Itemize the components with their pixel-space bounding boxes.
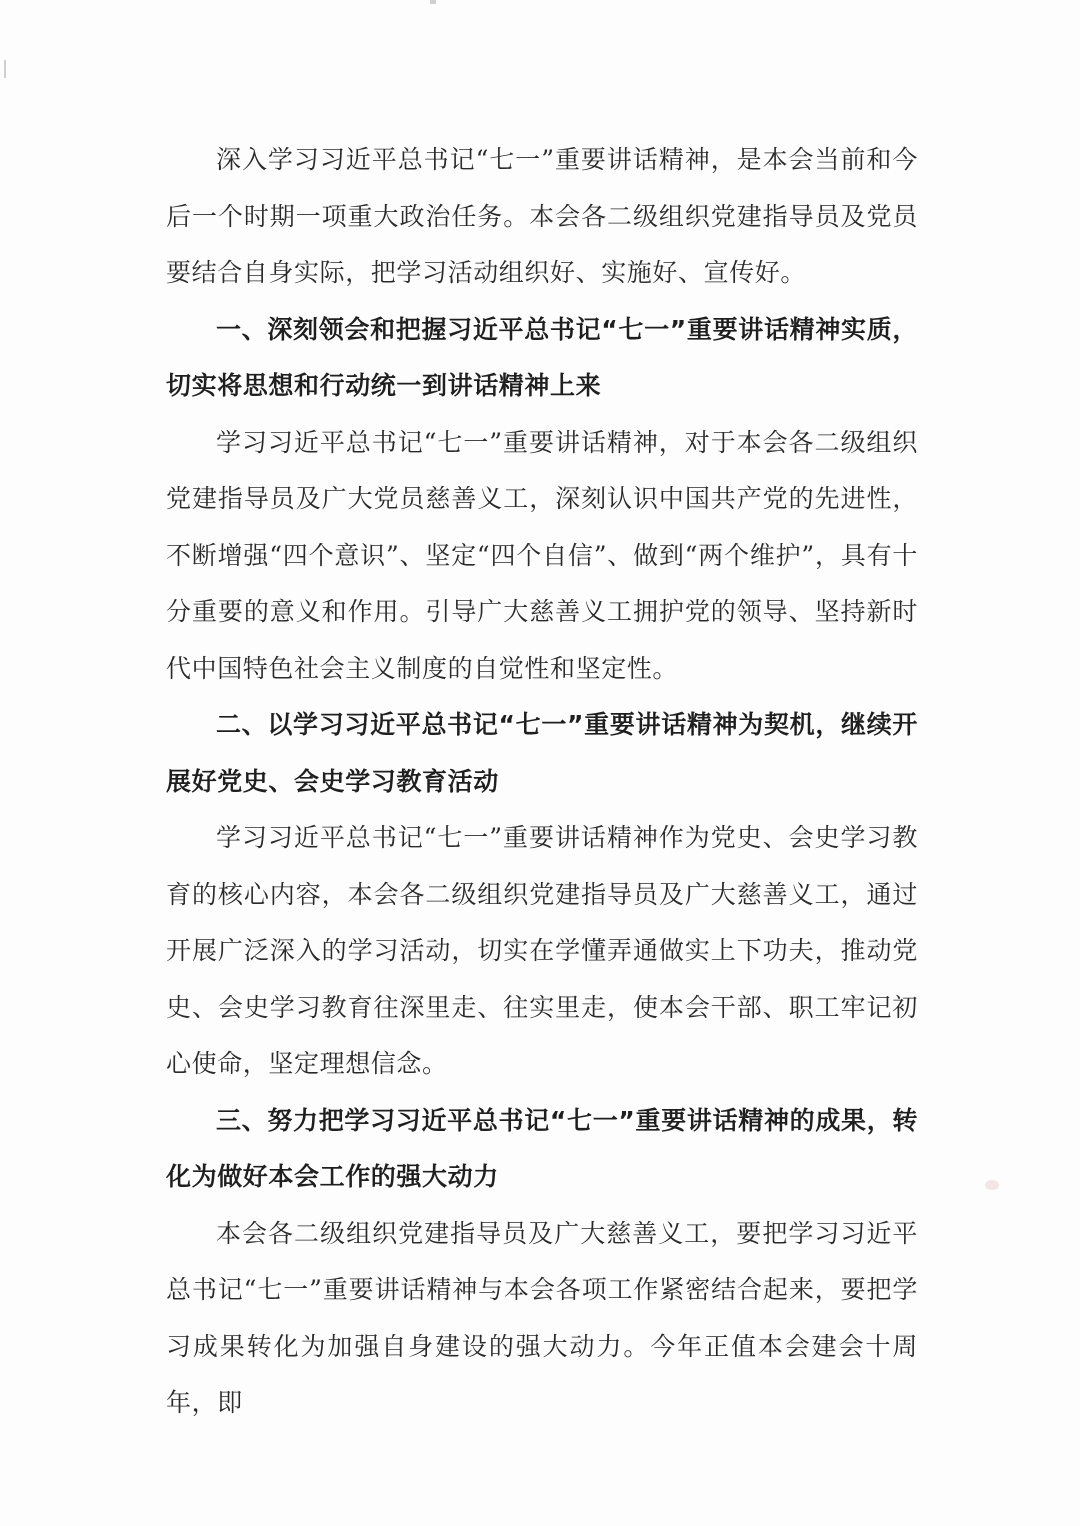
section-heading-1: 一、深刻领会和把握习近平总书记“七一”重要讲话精神实质，切实将思想和行动统一到讲话精神上来	[166, 314, 918, 400]
document-body	[166, 132, 918, 1432]
page-smudge	[985, 1180, 999, 1190]
paragraph-section-1: 学习习近平总书记“七一”重要讲话精神，对于本会各二级组织党建指导员及广大党员慈善义工，深刻认识中国共产党的先进性，不断增强“四个意识”、坚定“四个自信”、做到“两个维护”，具有十分重要的意义和作用。引导广大慈善义工拥护党的领导、坚持新时代中国特色社会主义制度的自觉性和坚定性。	[166, 427, 918, 683]
section-heading-3: 三、努力把学习习近平总书记“七一”重要讲话精神的成果，转化为做好本会工作的强大动力	[166, 1105, 918, 1191]
paragraph-intro: 深入学习习近平总书记“七一”重要讲话精神，是本会当前和今后一个时期一项重大政治任务。本会各二级组织党建指导员及党员要结合自身实际，把学习活动组织好、实施好、宣传好。	[166, 145, 918, 287]
section-heading-2: 二、以学习习近平总书记“七一”重要讲话精神为契机，继续开展好党史、会史学习教育活动	[166, 710, 918, 796]
paragraph-section-2: 学习习近平总书记“七一”重要讲话精神作为党史、会史学习教育的核心内容，本会各二级组织党建指导员及广大慈善义工，通过开展广泛深入的学习活动，切实在学懂弄通做实上下功夫，推动党史、会史学习教育往深里走、往实里走，使本会干部、职工牢记初心使命，坚定理想信念。	[166, 823, 918, 1078]
paragraph-section-3: 本会各二级组织党建指导员及广大慈善义工，要把学习习近平总书记“七一”重要讲话精神与本会各项工作紧密结合起来，要把学习成果转化为加强自身建设的强大动力。今年正值本会建会十周年，即	[166, 1218, 918, 1417]
scan-edge-mark	[4, 60, 6, 78]
scan-top-mark	[430, 0, 436, 4]
